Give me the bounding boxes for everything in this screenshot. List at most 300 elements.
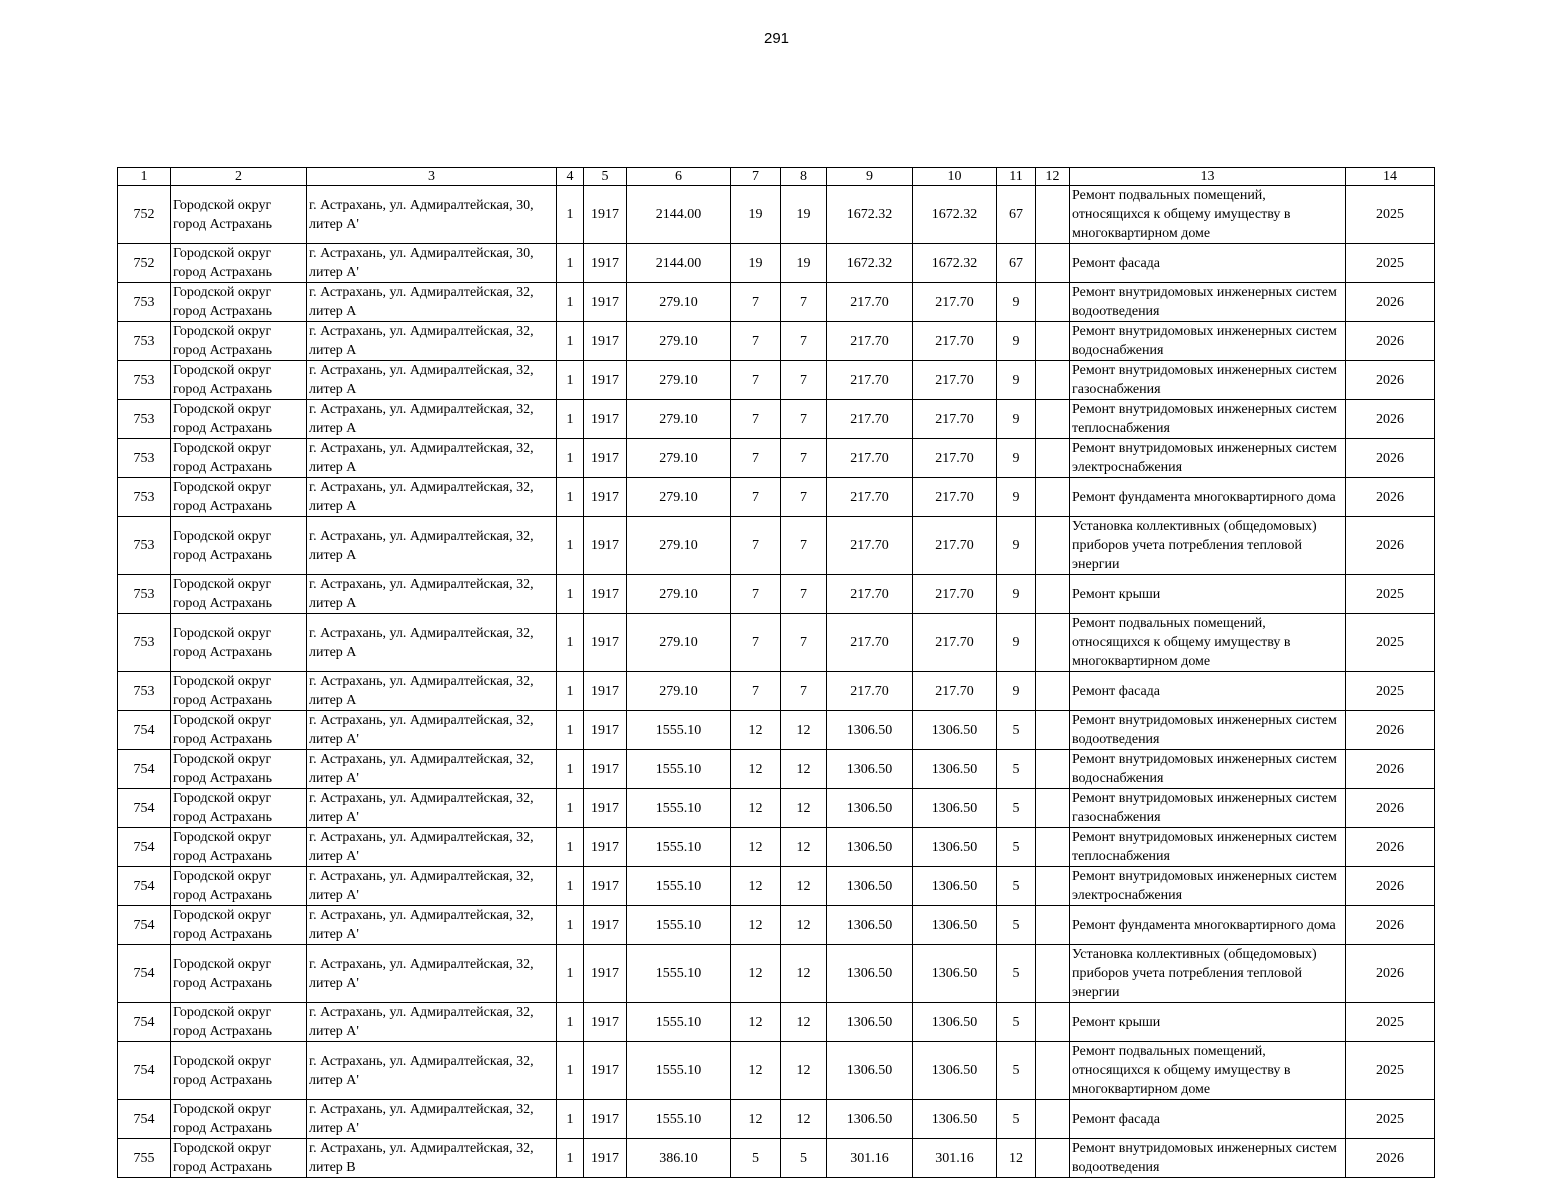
- col12-cell: [1036, 400, 1070, 439]
- work-type-cell: Ремонт подвальных помещений, относящихся к общему имуществу в многоквартирном доме: [1070, 614, 1346, 672]
- area-cell: 279.10: [627, 575, 731, 614]
- col4-cell: 1: [557, 672, 584, 711]
- col9-cell: 217.70: [827, 283, 913, 322]
- year-cell: 1917: [584, 517, 627, 575]
- col7-cell: 7: [731, 478, 781, 517]
- plan-year-cell: 2026: [1346, 867, 1435, 906]
- table-row: [118, 1042, 1435, 1100]
- col7-cell: 5: [731, 1139, 781, 1178]
- municipality-cell: Городской округ город Астрахань: [171, 867, 307, 906]
- plan-year-cell: 2025: [1346, 575, 1435, 614]
- area-cell: 279.10: [627, 322, 731, 361]
- col8-cell: 7: [781, 517, 827, 575]
- col12-cell: [1036, 672, 1070, 711]
- col10-cell: 1672.32: [913, 186, 997, 244]
- plan-year-cell: 2026: [1346, 517, 1435, 575]
- col7-cell: 12: [731, 750, 781, 789]
- row-number-cell: 754: [118, 1003, 171, 1042]
- col8-cell: 19: [781, 186, 827, 244]
- col4-cell: 1: [557, 186, 584, 244]
- row-number-cell: 752: [118, 244, 171, 283]
- col8-cell: 7: [781, 672, 827, 711]
- year-cell: 1917: [584, 478, 627, 517]
- row-number-cell: 754: [118, 1100, 171, 1139]
- col11-cell: 9: [997, 517, 1036, 575]
- col10-cell: 217.70: [913, 400, 997, 439]
- area-cell: 1555.10: [627, 828, 731, 867]
- municipality-cell: Городской округ город Астрахань: [171, 517, 307, 575]
- col10-cell: 1306.50: [913, 1042, 997, 1100]
- col9-cell: 1306.50: [827, 1003, 913, 1042]
- col8-cell: 12: [781, 1042, 827, 1100]
- col8-cell: 7: [781, 478, 827, 517]
- area-cell: 1555.10: [627, 867, 731, 906]
- address-cell: г. Астрахань, ул. Адмиралтейская, 30, литер А': [307, 186, 557, 244]
- col4-cell: 1: [557, 945, 584, 1003]
- work-type-cell: Ремонт подвальных помещений, относящихся к общему имуществу в многоквартирном доме: [1070, 1042, 1346, 1100]
- col12-cell: [1036, 244, 1070, 283]
- col11-cell: 9: [997, 614, 1036, 672]
- col10-cell: 301.16: [913, 1139, 997, 1178]
- year-cell: 1917: [584, 244, 627, 283]
- col10-cell: 1306.50: [913, 1100, 997, 1139]
- row-number-cell: 753: [118, 575, 171, 614]
- work-type-cell: Ремонт внутридомовых инженерных систем водоотведения: [1070, 711, 1346, 750]
- col7-cell: 19: [731, 244, 781, 283]
- col10-cell: 217.70: [913, 517, 997, 575]
- address-cell: г. Астрахань, ул. Адмиралтейская, 32, литер А': [307, 867, 557, 906]
- row-number-cell: 752: [118, 186, 171, 244]
- plan-year-cell: 2025: [1346, 614, 1435, 672]
- col9-cell: 1306.50: [827, 789, 913, 828]
- col9-cell: 1306.50: [827, 867, 913, 906]
- col10-cell: 1306.50: [913, 789, 997, 828]
- col4-cell: 1: [557, 439, 584, 478]
- repair-register-table: [117, 167, 1435, 1178]
- work-type-cell: Ремонт фасада: [1070, 244, 1346, 283]
- work-type-cell: Ремонт фундамента многоквартирного дома: [1070, 478, 1346, 517]
- table-row: [118, 283, 1435, 322]
- col10-cell: 1306.50: [913, 945, 997, 1003]
- work-type-cell: Ремонт внутридомовых инженерных систем водоотведения: [1070, 283, 1346, 322]
- col4-cell: 1: [557, 1100, 584, 1139]
- col9-cell: 1306.50: [827, 945, 913, 1003]
- column-header: 7: [731, 168, 781, 186]
- plan-year-cell: 2025: [1346, 672, 1435, 711]
- area-cell: 1555.10: [627, 750, 731, 789]
- column-header: 1: [118, 168, 171, 186]
- address-cell: г. Астрахань, ул. Адмиралтейская, 32, литер А': [307, 1100, 557, 1139]
- col4-cell: 1: [557, 517, 584, 575]
- area-cell: 279.10: [627, 283, 731, 322]
- col12-cell: [1036, 867, 1070, 906]
- col9-cell: 217.70: [827, 361, 913, 400]
- col8-cell: 12: [781, 867, 827, 906]
- municipality-cell: Городской округ город Астрахань: [171, 361, 307, 400]
- col8-cell: 12: [781, 711, 827, 750]
- municipality-cell: Городской округ город Астрахань: [171, 244, 307, 283]
- col11-cell: 5: [997, 711, 1036, 750]
- year-cell: 1917: [584, 711, 627, 750]
- row-number-cell: 754: [118, 711, 171, 750]
- col11-cell: 9: [997, 361, 1036, 400]
- work-type-cell: Ремонт внутридомовых инженерных систем электроснабжения: [1070, 439, 1346, 478]
- municipality-cell: Городской округ город Астрахань: [171, 750, 307, 789]
- row-number-cell: 753: [118, 672, 171, 711]
- area-cell: 279.10: [627, 614, 731, 672]
- col7-cell: 7: [731, 517, 781, 575]
- col4-cell: 1: [557, 283, 584, 322]
- municipality-cell: Городской округ город Астрахань: [171, 906, 307, 945]
- table-row: [118, 1100, 1435, 1139]
- col8-cell: 12: [781, 1003, 827, 1042]
- address-cell: г. Астрахань, ул. Адмиралтейская, 32, литер А': [307, 1003, 557, 1042]
- year-cell: 1917: [584, 575, 627, 614]
- row-number-cell: 755: [118, 1139, 171, 1178]
- col4-cell: 1: [557, 906, 584, 945]
- col10-cell: 217.70: [913, 614, 997, 672]
- row-number-cell: 754: [118, 828, 171, 867]
- col8-cell: 7: [781, 283, 827, 322]
- plan-year-cell: 2026: [1346, 439, 1435, 478]
- row-number-cell: 753: [118, 439, 171, 478]
- plan-year-cell: 2025: [1346, 244, 1435, 283]
- col8-cell: 19: [781, 244, 827, 283]
- col9-cell: 217.70: [827, 322, 913, 361]
- table-header-row: [118, 168, 1435, 186]
- work-type-cell: Установка коллективных (общедомовых) приборов учета потребления тепловой энергии: [1070, 517, 1346, 575]
- plan-year-cell: 2026: [1346, 322, 1435, 361]
- year-cell: 1917: [584, 945, 627, 1003]
- municipality-cell: Городской округ город Астрахань: [171, 400, 307, 439]
- municipality-cell: Городской округ город Астрахань: [171, 1042, 307, 1100]
- year-cell: 1917: [584, 1100, 627, 1139]
- plan-year-cell: 2026: [1346, 945, 1435, 1003]
- col4-cell: 1: [557, 1042, 584, 1100]
- col10-cell: 1306.50: [913, 828, 997, 867]
- year-cell: 1917: [584, 906, 627, 945]
- plan-year-cell: 2025: [1346, 186, 1435, 244]
- year-cell: 1917: [584, 439, 627, 478]
- municipality-cell: Городской округ город Астрахань: [171, 672, 307, 711]
- col12-cell: [1036, 361, 1070, 400]
- work-type-cell: Ремонт внутридомовых инженерных систем газоснабжения: [1070, 789, 1346, 828]
- col10-cell: 1306.50: [913, 906, 997, 945]
- year-cell: 1917: [584, 400, 627, 439]
- year-cell: 1917: [584, 186, 627, 244]
- work-type-cell: Ремонт внутридомовых инженерных систем водоснабжения: [1070, 322, 1346, 361]
- area-cell: 1555.10: [627, 945, 731, 1003]
- col8-cell: 12: [781, 1100, 827, 1139]
- municipality-cell: Городской округ город Астрахань: [171, 1003, 307, 1042]
- col7-cell: 7: [731, 439, 781, 478]
- column-header: 6: [627, 168, 731, 186]
- address-cell: г. Астрахань, ул. Адмиралтейская, 32, литер А: [307, 400, 557, 439]
- col4-cell: 1: [557, 1139, 584, 1178]
- year-cell: 1917: [584, 789, 627, 828]
- year-cell: 1917: [584, 750, 627, 789]
- col4-cell: 1: [557, 400, 584, 439]
- col10-cell: 1306.50: [913, 711, 997, 750]
- year-cell: 1917: [584, 614, 627, 672]
- work-type-cell: Ремонт внутридомовых инженерных систем водоотведения: [1070, 1139, 1346, 1178]
- work-type-cell: Ремонт фундамента многоквартирного дома: [1070, 906, 1346, 945]
- col4-cell: 1: [557, 614, 584, 672]
- col7-cell: 7: [731, 400, 781, 439]
- col7-cell: 7: [731, 361, 781, 400]
- area-cell: 1555.10: [627, 1100, 731, 1139]
- col12-cell: [1036, 828, 1070, 867]
- address-cell: г. Астрахань, ул. Адмиралтейская, 32, литер А': [307, 906, 557, 945]
- plan-year-cell: 2026: [1346, 283, 1435, 322]
- col12-cell: [1036, 575, 1070, 614]
- col12-cell: [1036, 439, 1070, 478]
- table-row: [118, 711, 1435, 750]
- address-cell: г. Астрахань, ул. Адмиралтейская, 32, литер А': [307, 828, 557, 867]
- work-type-cell: Ремонт внутридомовых инженерных систем теплоснабжения: [1070, 828, 1346, 867]
- plan-year-cell: 2026: [1346, 750, 1435, 789]
- plan-year-cell: 2026: [1346, 478, 1435, 517]
- table-row: [118, 575, 1435, 614]
- column-header: 14: [1346, 168, 1435, 186]
- work-type-cell: Ремонт подвальных помещений, относящихся к общему имуществу в многоквартирном доме: [1070, 186, 1346, 244]
- address-cell: г. Астрахань, ул. Адмиралтейская, 32, литер А: [307, 672, 557, 711]
- address-cell: г. Астрахань, ул. Адмиралтейская, 32, литер А: [307, 575, 557, 614]
- row-number-cell: 754: [118, 945, 171, 1003]
- work-type-cell: Ремонт фасада: [1070, 1100, 1346, 1139]
- col4-cell: 1: [557, 867, 584, 906]
- col9-cell: 217.70: [827, 614, 913, 672]
- municipality-cell: Городской округ город Астрахань: [171, 322, 307, 361]
- plan-year-cell: 2026: [1346, 906, 1435, 945]
- col10-cell: 217.70: [913, 361, 997, 400]
- address-cell: г. Астрахань, ул. Адмиралтейская, 32, литер А': [307, 789, 557, 828]
- address-cell: г. Астрахань, ул. Адмиралтейская, 32, литер А': [307, 711, 557, 750]
- col12-cell: [1036, 517, 1070, 575]
- col4-cell: 1: [557, 789, 584, 828]
- col10-cell: 1672.32: [913, 244, 997, 283]
- col12-cell: [1036, 322, 1070, 361]
- plan-year-cell: 2025: [1346, 1042, 1435, 1100]
- col7-cell: 12: [731, 1100, 781, 1139]
- table-row: [118, 244, 1435, 283]
- col10-cell: 217.70: [913, 478, 997, 517]
- col4-cell: 1: [557, 828, 584, 867]
- address-cell: г. Астрахань, ул. Адмиралтейская, 32, литер А: [307, 517, 557, 575]
- col11-cell: 5: [997, 945, 1036, 1003]
- column-header: 13: [1070, 168, 1346, 186]
- plan-year-cell: 2026: [1346, 789, 1435, 828]
- col8-cell: 7: [781, 361, 827, 400]
- col7-cell: 7: [731, 322, 781, 361]
- year-cell: 1917: [584, 867, 627, 906]
- area-cell: 279.10: [627, 361, 731, 400]
- area-cell: 279.10: [627, 400, 731, 439]
- table-row: [118, 789, 1435, 828]
- area-cell: 279.10: [627, 478, 731, 517]
- address-cell: г. Астрахань, ул. Адмиралтейская, 32, литер А': [307, 945, 557, 1003]
- col7-cell: 12: [731, 789, 781, 828]
- col4-cell: 1: [557, 244, 584, 283]
- column-header: 2: [171, 168, 307, 186]
- col9-cell: 217.70: [827, 517, 913, 575]
- col12-cell: [1036, 945, 1070, 1003]
- col12-cell: [1036, 711, 1070, 750]
- area-cell: 1555.10: [627, 1042, 731, 1100]
- col11-cell: 5: [997, 1003, 1036, 1042]
- col7-cell: 12: [731, 828, 781, 867]
- page-number: 291: [763, 30, 790, 47]
- col9-cell: 1306.50: [827, 828, 913, 867]
- col7-cell: 12: [731, 711, 781, 750]
- municipality-cell: Городской округ город Астрахань: [171, 478, 307, 517]
- col12-cell: [1036, 1042, 1070, 1100]
- col7-cell: 7: [731, 283, 781, 322]
- col8-cell: 7: [781, 400, 827, 439]
- row-number-cell: 754: [118, 1042, 171, 1100]
- col8-cell: 7: [781, 575, 827, 614]
- col7-cell: 12: [731, 867, 781, 906]
- col8-cell: 5: [781, 1139, 827, 1178]
- row-number-cell: 754: [118, 789, 171, 828]
- address-cell: г. Астрахань, ул. Адмиралтейская, 32, литер А: [307, 439, 557, 478]
- col11-cell: 12: [997, 1139, 1036, 1178]
- plan-year-cell: 2026: [1346, 361, 1435, 400]
- col11-cell: 5: [997, 867, 1036, 906]
- col9-cell: 301.16: [827, 1139, 913, 1178]
- plan-year-cell: 2025: [1346, 1003, 1435, 1042]
- row-number-cell: 753: [118, 400, 171, 439]
- col10-cell: 1306.50: [913, 1003, 997, 1042]
- col11-cell: 5: [997, 1100, 1036, 1139]
- address-cell: г. Астрахань, ул. Адмиралтейская, 32, литер А': [307, 750, 557, 789]
- col12-cell: [1036, 283, 1070, 322]
- col12-cell: [1036, 1139, 1070, 1178]
- col10-cell: 217.70: [913, 439, 997, 478]
- col9-cell: 1306.50: [827, 1042, 913, 1100]
- municipality-cell: Городской округ город Астрахань: [171, 575, 307, 614]
- municipality-cell: Городской округ город Астрахань: [171, 1139, 307, 1178]
- col8-cell: 7: [781, 322, 827, 361]
- col9-cell: 217.70: [827, 478, 913, 517]
- col11-cell: 5: [997, 906, 1036, 945]
- col11-cell: 67: [997, 244, 1036, 283]
- col4-cell: 1: [557, 361, 584, 400]
- col9-cell: 217.70: [827, 400, 913, 439]
- col7-cell: 7: [731, 672, 781, 711]
- col12-cell: [1036, 1100, 1070, 1139]
- year-cell: 1917: [584, 283, 627, 322]
- col10-cell: 217.70: [913, 283, 997, 322]
- table-row: [118, 478, 1435, 517]
- col7-cell: 12: [731, 1042, 781, 1100]
- area-cell: 386.10: [627, 1139, 731, 1178]
- col11-cell: 9: [997, 575, 1036, 614]
- table-row: [118, 1003, 1435, 1042]
- col10-cell: 1306.50: [913, 867, 997, 906]
- municipality-cell: Городской округ город Астрахань: [171, 945, 307, 1003]
- col11-cell: 67: [997, 186, 1036, 244]
- area-cell: 279.10: [627, 672, 731, 711]
- year-cell: 1917: [584, 672, 627, 711]
- row-number-cell: 753: [118, 322, 171, 361]
- table-row: [118, 828, 1435, 867]
- column-header: 4: [557, 168, 584, 186]
- work-type-cell: Ремонт крыши: [1070, 1003, 1346, 1042]
- table-row: [118, 750, 1435, 789]
- row-number-cell: 753: [118, 361, 171, 400]
- col9-cell: 1306.50: [827, 1100, 913, 1139]
- row-number-cell: 753: [118, 517, 171, 575]
- col8-cell: 7: [781, 614, 827, 672]
- row-number-cell: 753: [118, 283, 171, 322]
- table-row: [118, 361, 1435, 400]
- col8-cell: 7: [781, 439, 827, 478]
- col11-cell: 9: [997, 478, 1036, 517]
- year-cell: 1917: [584, 1139, 627, 1178]
- col4-cell: 1: [557, 1003, 584, 1042]
- col11-cell: 9: [997, 283, 1036, 322]
- area-cell: 1555.10: [627, 711, 731, 750]
- col8-cell: 12: [781, 789, 827, 828]
- column-header: 3: [307, 168, 557, 186]
- col7-cell: 12: [731, 945, 781, 1003]
- col12-cell: [1036, 750, 1070, 789]
- table-row: [118, 672, 1435, 711]
- row-number-cell: 754: [118, 750, 171, 789]
- col12-cell: [1036, 614, 1070, 672]
- address-cell: г. Астрахань, ул. Адмиралтейская, 32, литер А: [307, 283, 557, 322]
- table-row: [118, 867, 1435, 906]
- address-cell: г. Астрахань, ул. Адмиралтейская, 32, литер В: [307, 1139, 557, 1178]
- row-number-cell: 754: [118, 906, 171, 945]
- table-row: [118, 400, 1435, 439]
- plan-year-cell: 2026: [1346, 828, 1435, 867]
- col11-cell: 9: [997, 400, 1036, 439]
- area-cell: 279.10: [627, 517, 731, 575]
- column-header: 12: [1036, 168, 1070, 186]
- column-header: 9: [827, 168, 913, 186]
- table-row: [118, 945, 1435, 1003]
- col12-cell: [1036, 1003, 1070, 1042]
- col11-cell: 5: [997, 828, 1036, 867]
- year-cell: 1917: [584, 1042, 627, 1100]
- address-cell: г. Астрахань, ул. Адмиралтейская, 32, литер А: [307, 361, 557, 400]
- work-type-cell: Ремонт крыши: [1070, 575, 1346, 614]
- col7-cell: 19: [731, 186, 781, 244]
- col9-cell: 1306.50: [827, 906, 913, 945]
- work-type-cell: Ремонт внутридомовых инженерных систем электроснабжения: [1070, 867, 1346, 906]
- col9-cell: 217.70: [827, 439, 913, 478]
- municipality-cell: Городской округ город Астрахань: [171, 1100, 307, 1139]
- work-type-cell: Ремонт внутридомовых инженерных систем теплоснабжения: [1070, 400, 1346, 439]
- municipality-cell: Городской округ город Астрахань: [171, 614, 307, 672]
- col4-cell: 1: [557, 711, 584, 750]
- address-cell: г. Астрахань, ул. Адмиралтейская, 32, литер А: [307, 614, 557, 672]
- address-cell: г. Астрахань, ул. Адмиралтейская, 32, литер А: [307, 478, 557, 517]
- col8-cell: 12: [781, 906, 827, 945]
- municipality-cell: Городской округ город Астрахань: [171, 789, 307, 828]
- row-number-cell: 753: [118, 478, 171, 517]
- col4-cell: 1: [557, 575, 584, 614]
- municipality-cell: Городской округ город Астрахань: [171, 711, 307, 750]
- plan-year-cell: 2026: [1346, 1139, 1435, 1178]
- column-header: 10: [913, 168, 997, 186]
- column-header: 8: [781, 168, 827, 186]
- plan-year-cell: 2025: [1346, 1100, 1435, 1139]
- plan-year-cell: 2026: [1346, 400, 1435, 439]
- col7-cell: 12: [731, 1003, 781, 1042]
